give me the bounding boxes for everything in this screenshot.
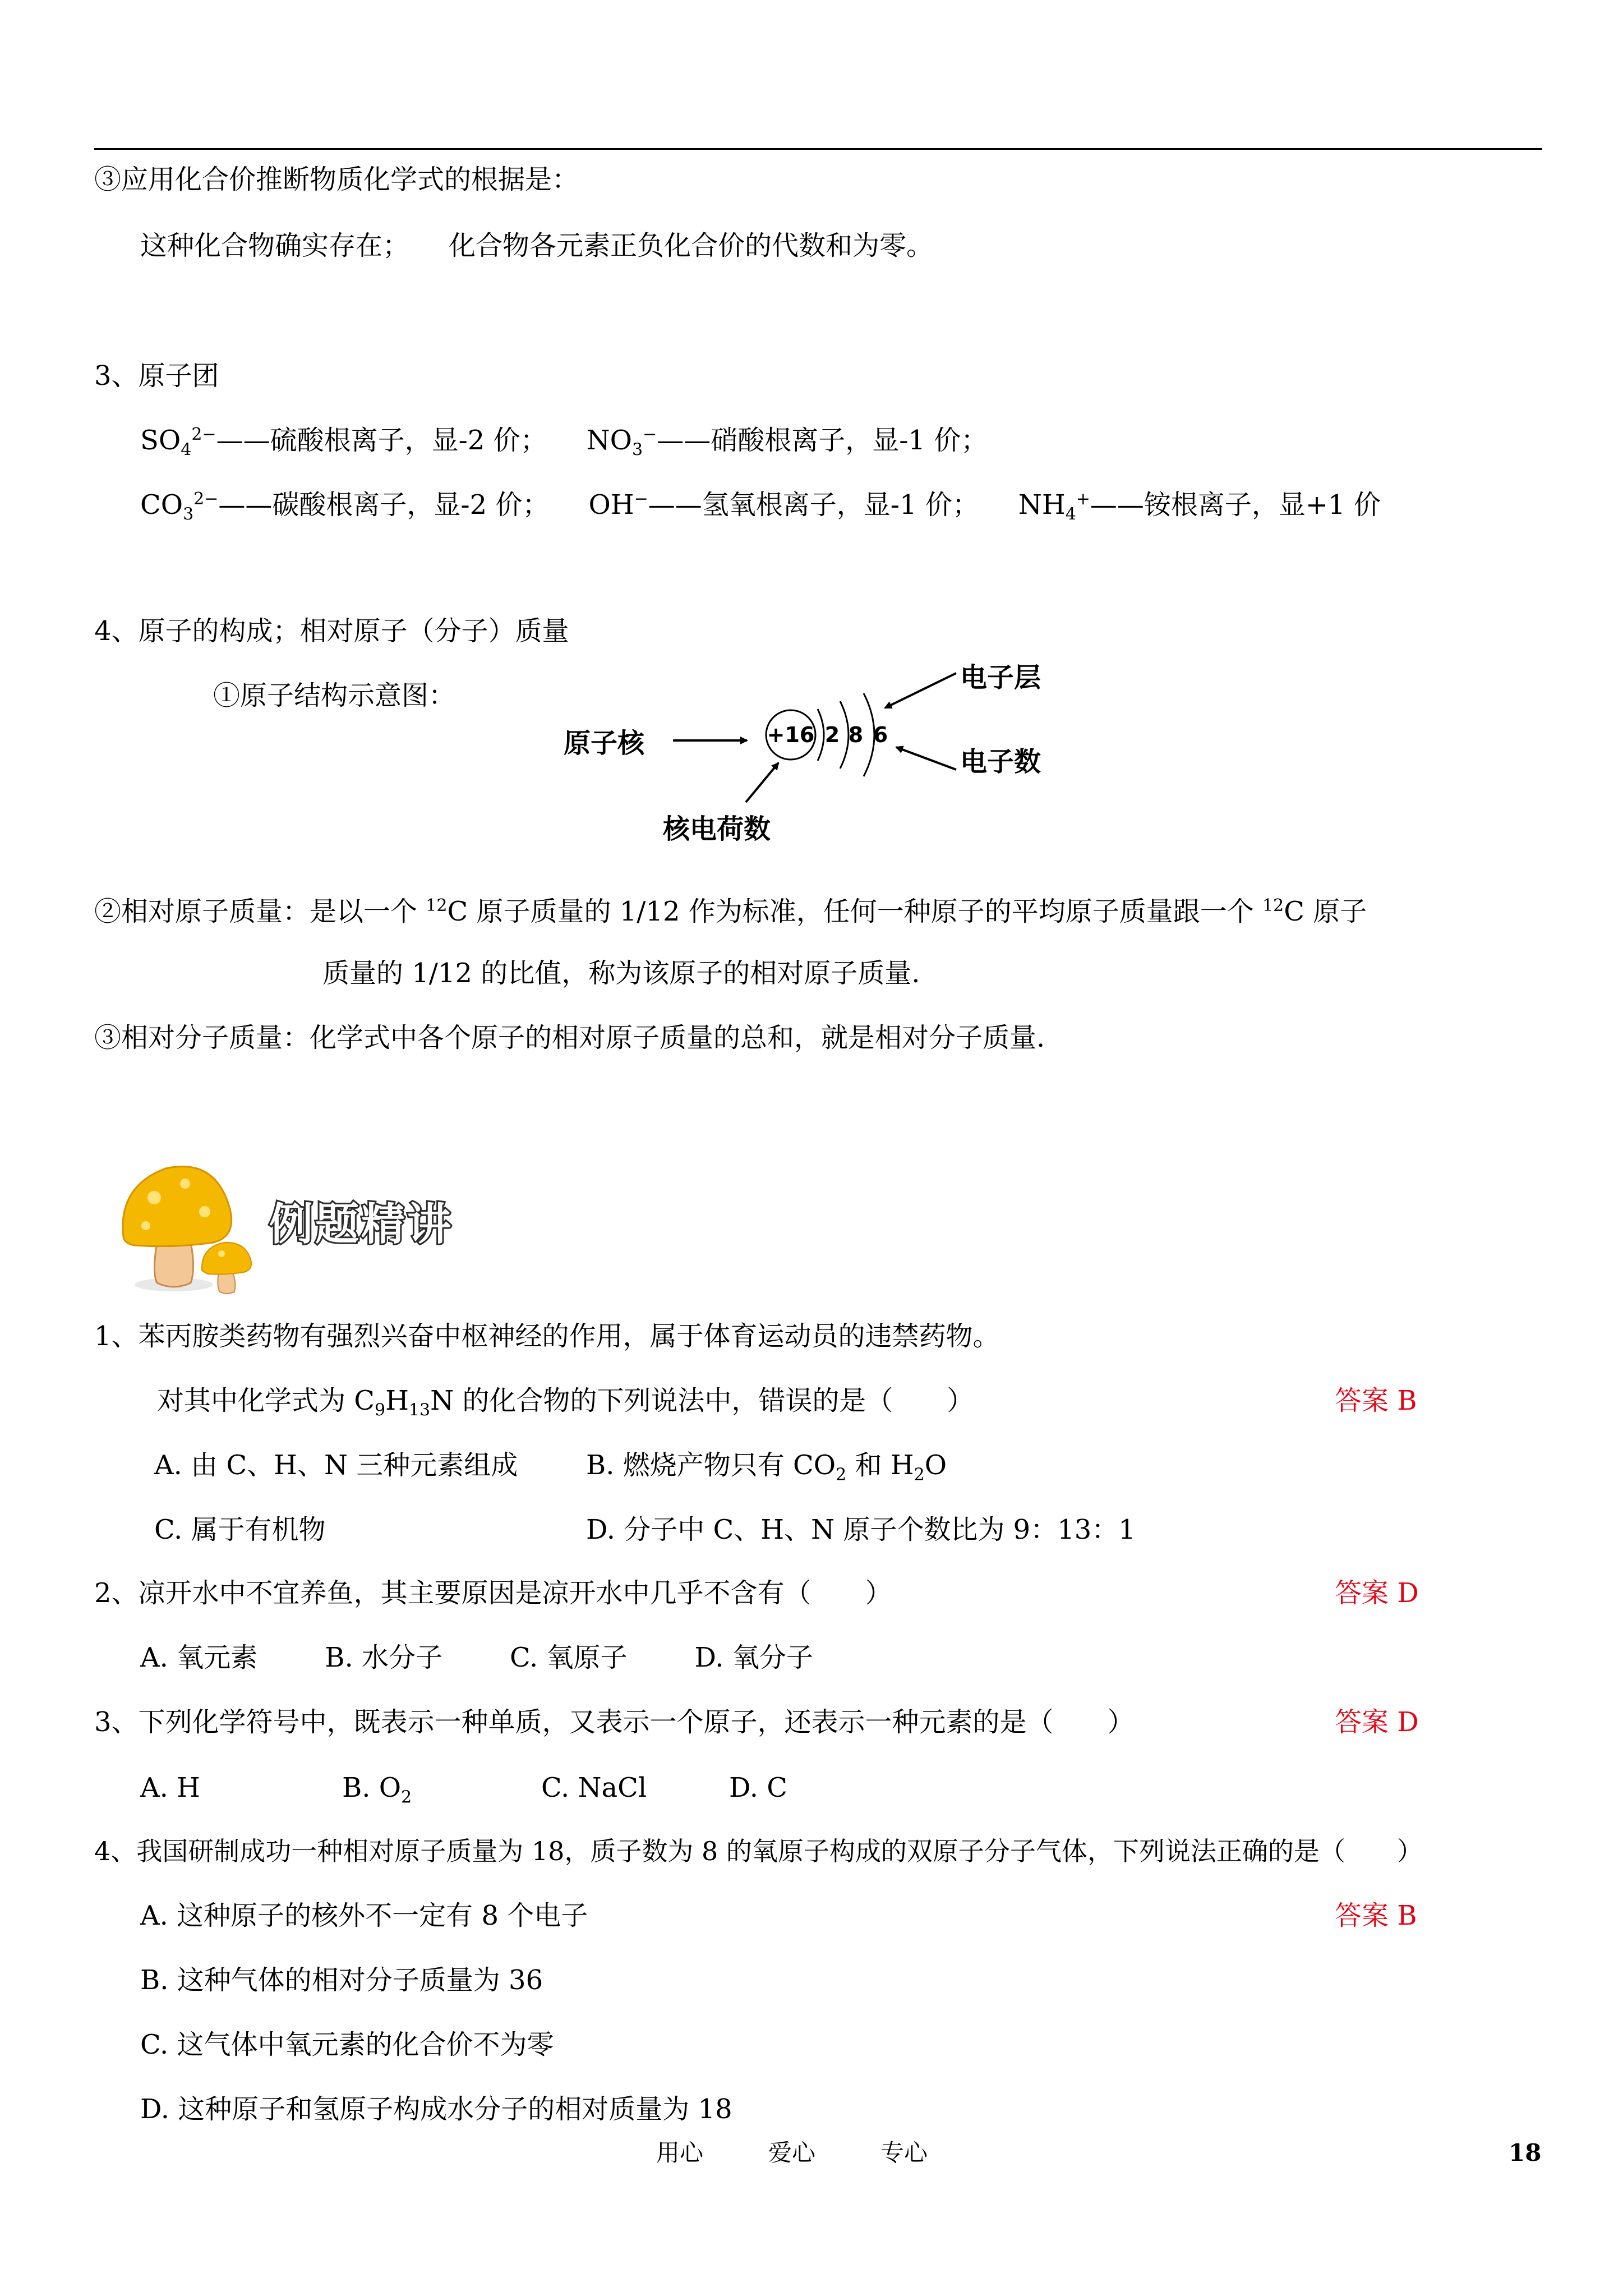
question-4-answer: 答案 B [1335, 1900, 1417, 1931]
relative-molecular-mass: ③相对分子质量：化学式中各个原子的相对原子质量的总和，就是相对分子质量. [94, 1022, 1045, 1053]
question-3-stem: 3、下列化学符号中，既表示一种单质，又表示一个原子，还表示一种元素的是（ ） [94, 1706, 1135, 1738]
question-2-answer: 答案 D [1335, 1577, 1419, 1609]
question-1-option-c: C. 属于有机物 [154, 1514, 326, 1545]
mushroom-icon [112, 1153, 258, 1299]
question-3-option-d: D. C [729, 1772, 788, 1803]
radical-carbonate: $CO_3^{2-}——$碳酸根离子，显-2 价； [140, 489, 550, 524]
relative-atomic-mass-line-1: ②相对原子质量：是以一个 $^{12}$C 原子质量的 1/12 作为标准，任何一种原子的平均原子质量跟一个 $^{12}$C 原子 [94, 896, 1367, 927]
radical-sulfate: $SO_4^{2-}——$硫酸根离子，显-2 价； [140, 425, 547, 460]
radical-hydroxide: OH−——氢氧根离子，显-1 价； [588, 489, 979, 521]
footer-word-2: 爱心 [768, 2139, 816, 2166]
example-section-banner-title: 例题精讲 [269, 1199, 454, 1250]
footer-word-3: 专心 [880, 2139, 928, 2166]
question-2-option-a: A. 氧元素 [140, 1642, 258, 1673]
valence-item-3-body [140, 229, 933, 263]
question-1-stem: 1、苯丙胺类药物有强烈兴奋中枢神经的作用，属于体育运动员的违禁药物。 [94, 1320, 1000, 1352]
radical-row-1 [140, 424, 988, 460]
question-1-answer: 答案 B [1335, 1385, 1417, 1416]
shell-count-3: 6 [873, 723, 888, 747]
shell-arc-2 [840, 701, 849, 769]
question-2-options [140, 1641, 813, 1674]
section-4-title: 4、原子的构成；相对原子（分子）质量 [94, 615, 569, 647]
atomic-diagram-caption: ①原子结构示意图： [213, 680, 456, 711]
shell-arrow [885, 673, 956, 708]
question-4-option-c: C. 这气体中氧元素的化合价不为零 [140, 2029, 554, 2060]
nuclear-charge-label: 核电荷数 [663, 813, 771, 845]
question-3-option-b: B. $O_2$ [342, 1772, 412, 1807]
question-2-option-b: B. 水分子 [325, 1642, 442, 1673]
shell-count-1: 2 [824, 723, 840, 747]
question-3-option-c: C. NaCl [541, 1772, 647, 1803]
question-3-options [140, 1771, 787, 1805]
radical-nitrate: $NO_3^-——$硝酸根离子，显-1 价； [586, 425, 988, 460]
question-2-stem: 2、凉开水中不宜养鱼，其主要原因是凉开水中几乎不含有（ ） [94, 1577, 892, 1609]
shell-count-2: 8 [848, 723, 864, 747]
nuclear-charge: +16 [767, 723, 815, 747]
header-rule [94, 148, 1542, 150]
electron-shell-label: 电子层 [960, 662, 1041, 693]
section-3-title: 3、原子团 [94, 360, 219, 392]
question-1-option-a: A. 由 C、H、N 三种元素组成 [154, 1450, 518, 1481]
footer-word-1: 用心 [656, 2139, 704, 2166]
question-1-option-d: D. 分子中 C、H、N 原子个数比为 9：13：1 [586, 1514, 1136, 1545]
valence-item-3-body-b: 化合物各元素正负化合价的代数和为零。 [449, 230, 934, 261]
question-2-option-d: D. 氧分子 [694, 1642, 813, 1673]
radical-row-2 [140, 488, 1381, 522]
question-3-option-a: A. H [140, 1772, 201, 1803]
question-1-prompt: 对其中化学式为 $C_9H_{13}N$ 的化合物的下列说法中，错误的是（ ） [157, 1385, 974, 1420]
question-4-option-a: A. 这种原子的核外不一定有 8 个电子 [140, 1900, 588, 1931]
question-1-option-b: B. 燃烧产物只有 $CO_2$ 和 $H_2O$ [586, 1450, 947, 1485]
nucleus-label: 原子核 [564, 728, 645, 759]
valence-item-3-title: ③应用化合价推断物质化学式的根据是： [94, 164, 579, 195]
electron-count-label: 电子数 [960, 746, 1041, 777]
atom-structure-diagram [662, 651, 976, 819]
shell-arc-1 [818, 709, 824, 761]
question-4-option-d: D. 这种原子和氢原子构成水分子的相对质量为 18 [140, 2093, 732, 2125]
electron-arrow [896, 747, 956, 770]
relative-atomic-mass-line-2: 质量的 1/12 的比值，称为该原子的相对原子质量. [322, 958, 920, 989]
question-2-option-c: C. 氧原子 [509, 1642, 628, 1673]
question-4-stem: 4、我国研制成功一种相对原子质量为 18，质子数为 8 的氧原子构成的双原子分子气体，下列说法正确的是（ ） [94, 1836, 1423, 1866]
question-4-option-b: B. 这种气体的相对分子质量为 36 [140, 1964, 543, 1996]
charge-arrow [746, 763, 778, 802]
question-3-answer: 答案 D [1335, 1706, 1419, 1738]
page-number: 18 [1509, 2139, 1542, 2166]
radical-ammonium: $NH_4^+——$铵根离子，显+1 价 [1018, 489, 1381, 524]
valence-item-3-body-a: 这种化合物确实存在； [140, 230, 410, 261]
